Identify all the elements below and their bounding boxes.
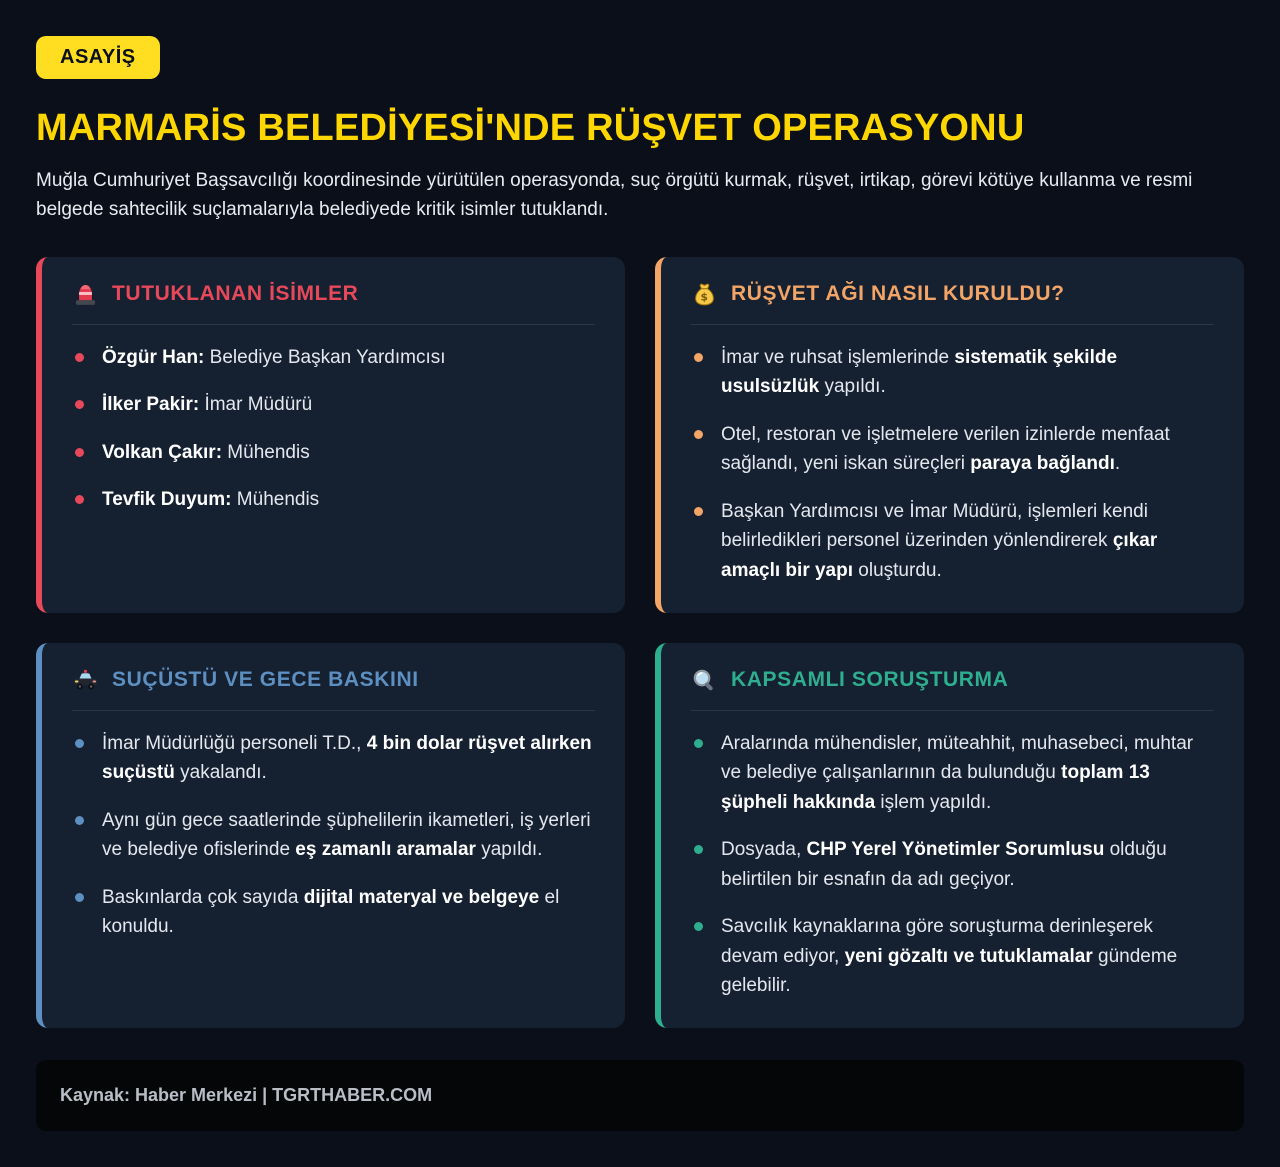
bullet-item: Tevfik Duyum: Mühendis: [72, 485, 595, 514]
divider: [691, 324, 1214, 325]
money-bag-icon: [691, 281, 718, 308]
bullet-item: Volkan Çakır: Mühendis: [72, 438, 595, 467]
bullet-item: Başkan Yardımcısı ve İmar Müdürü, işlemleri kendi belirledikleri personel üzerinden yönlendirerek çıkar amaçlı bir yapı oluşturdu.: [691, 497, 1214, 585]
category-badge: ASAYİŞ: [36, 36, 160, 79]
bullet-item: İmar ve ruhsat işlemlerinde sistematik şekilde usulsüzlük yapıldı.: [691, 343, 1214, 402]
bullet-item: Otel, restoran ve işletmelere verilen izinlerde menfaat sağlandı, yeni iskan süreçleri paraya bağlandı.: [691, 420, 1214, 479]
bullet-item: Özgür Han: Belediye Başkan Yardımcısı: [72, 343, 595, 372]
card-header: [691, 281, 1214, 308]
svg-text:$: $: [700, 290, 709, 304]
bullet-list: [691, 343, 1214, 585]
divider: [72, 324, 595, 325]
bullet-item: İlker Pakir: İmar Müdürü: [72, 390, 595, 419]
bullet-item: İmar Müdürlüğü personeli T.D., 4 bin dolar rüşvet alırken suçüstü yakalandı.: [72, 729, 595, 788]
bullet-list: [72, 729, 595, 942]
bullet-item: Savcılık kaynaklarına göre soruşturma derinleşerek devam ediyor, yeni gözaltı ve tutuklamalar gündeme gelebilir.: [691, 912, 1214, 1000]
card-investigation: [655, 643, 1244, 1029]
divider: [691, 710, 1214, 711]
page-title: MARMARİS BELEDİYESİ'NDE RÜŞVET OPERASYONU: [36, 107, 1025, 149]
divider: [72, 710, 595, 711]
police-car-icon: [72, 667, 99, 694]
card-bribe-network: [655, 257, 1244, 613]
bullet-item: Aralarında mühendisler, müteahhit, muhasebeci, muhtar ve belediye çalışanlarının da bulunduğu toplam 13 şüpheli hakkında işlem yapıldı.: [691, 729, 1214, 817]
card-header: [72, 281, 595, 308]
cards-grid: [36, 257, 1244, 1029]
source-text: Kaynak: Haber Merkezi | TGRTHABER.COM: [60, 1085, 433, 1106]
bullet-list: [72, 343, 595, 515]
card-title: SUÇÜSTÜ VE GECE BASKINI: [112, 668, 419, 692]
magnifier-icon: [691, 667, 718, 694]
intro-paragraph: Muğla Cumhuriyet Başsavcılığı koordinesinde yürütülen operasyonda, suç örgütü kurmak, rüşvet, irtikap, görevi kötüye kullanma ve resmi belgede sahtecilik suçlamalarıyla belediyede kritik isimler tutuklandı.: [36, 170, 1193, 221]
page-header: [36, 36, 1244, 225]
siren-icon: [72, 281, 99, 308]
bullet-item: Dosyada, CHP Yerel Yönetimler Sorumlusu olduğu belirtilen bir esnafın da adı geçiyor.: [691, 835, 1214, 894]
source-footer: [36, 1060, 1244, 1131]
card-title: TUTUKLANAN İSİMLER: [112, 282, 359, 306]
card-header: [72, 667, 595, 694]
bullet-item: Aynı gün gece saatlerinde şüphelilerin ikametleri, iş yerleri ve belediye ofislerinde eş zamanlı aramalar yapıldı.: [72, 806, 595, 865]
bullet-item: Baskınlarda çok sayıda dijital materyal ve belgeye el konuldu.: [72, 883, 595, 942]
card-title: KAPSAMLI SORUŞTURMA: [731, 668, 1009, 692]
card-raid: [36, 643, 625, 1029]
card-title: RÜŞVET AĞI NASIL KURULDU?: [731, 282, 1065, 306]
bullet-list: [691, 729, 1214, 1001]
card-arrested-names: [36, 257, 625, 613]
card-header: [691, 667, 1214, 694]
